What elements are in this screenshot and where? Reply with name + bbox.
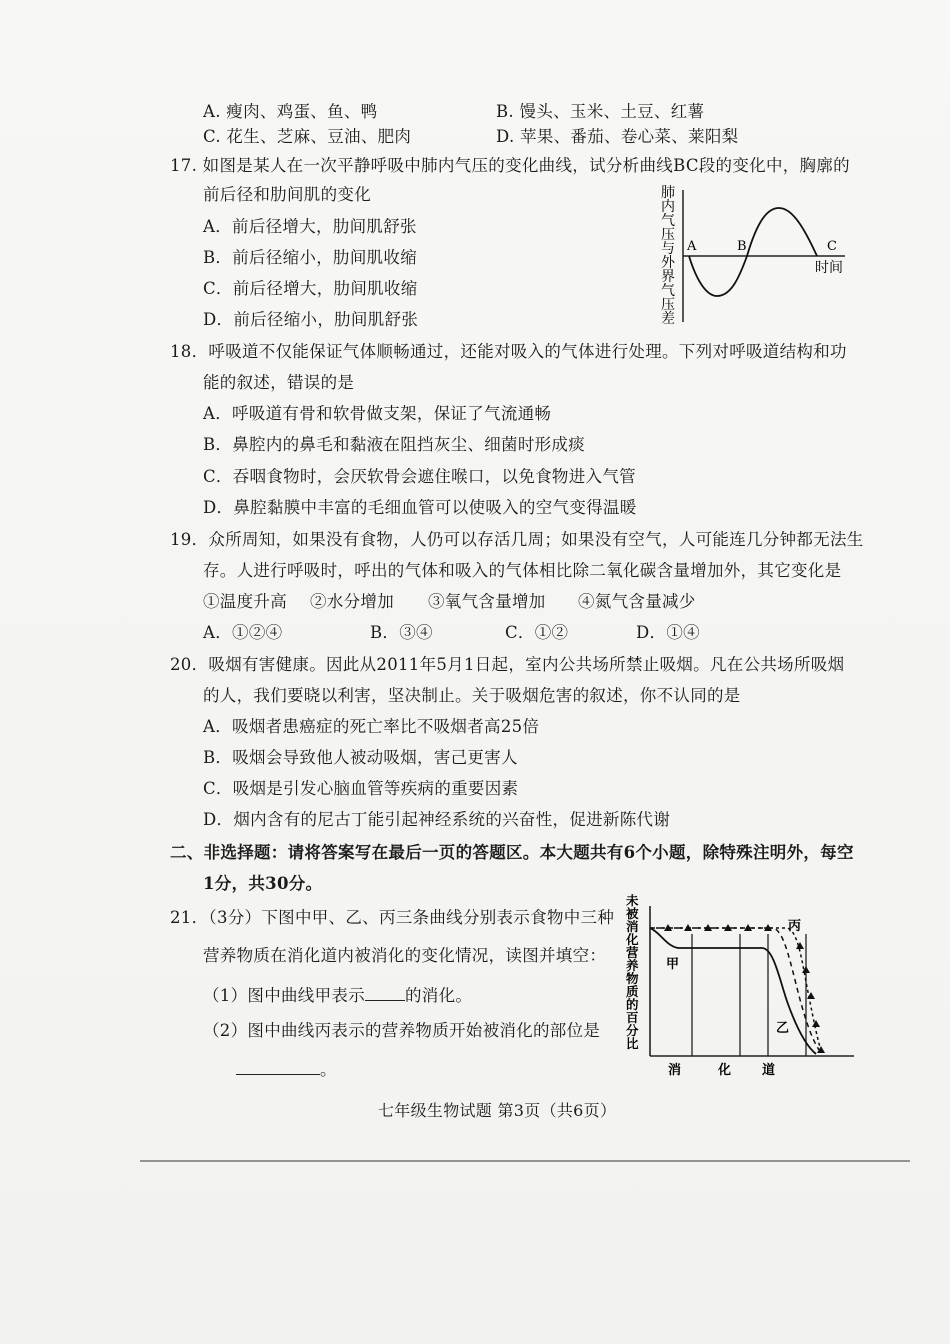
q17-y-label-char: 肺 xyxy=(661,185,675,201)
q17-option-c: C．前后径增大，肋间肌收缩 xyxy=(203,279,418,298)
q17-point-c: C xyxy=(827,239,837,254)
q21-y-label-char: 营 xyxy=(626,945,639,960)
q21-sub2-end: 。 xyxy=(320,1060,337,1079)
q17-stem-line2: 前后径和肋间肌的变化 xyxy=(203,185,371,204)
q21-y-label-char: 化 xyxy=(626,932,639,947)
q21-x-label-char: 消 xyxy=(668,1063,682,1078)
q19-stem-line2: 存。人进行呼吸时，呼出的气体和吸入的气体相比除二氧化碳含量增加外，其它变化是 xyxy=(203,561,842,580)
q17-y-label xyxy=(661,184,676,327)
q16-option-a: A. 瘦肉、鸡蛋、鱼、鸭 xyxy=(203,102,378,121)
q17-y-label-char: 界 xyxy=(661,269,675,285)
q21-y-label-char: 被 xyxy=(626,906,639,921)
q20-stem-line1: 20．吸烟有害健康。因此从2011年5月1日起，室内公共场所禁止吸烟。凡在公共场所吸烟 xyxy=(170,655,845,674)
q21-y-label-char: 养 xyxy=(626,958,639,973)
q21-y-label-char: 未 xyxy=(626,893,639,908)
q17-y-label-char: 压 xyxy=(661,297,675,313)
q21-label-jia: 甲 xyxy=(666,957,680,972)
q21-x-label-char: 道 xyxy=(762,1063,776,1078)
q17-y-label-char: 气 xyxy=(661,283,675,299)
q17-pressure-figure xyxy=(655,182,855,332)
q21-answer-blank-1[interactable] xyxy=(365,984,405,1001)
q21-y-label-char: 百 xyxy=(626,1010,639,1025)
q17-pressure-curve xyxy=(689,208,817,296)
q17-y-label-char: 气 xyxy=(661,213,675,229)
q20-option-d: D．烟内含有的尼古丁能引起神经系统的兴奋性，促进新陈代谢 xyxy=(203,810,671,829)
q20-option-c: C．吸烟是引发心脑血管等疾病的重要因素 xyxy=(203,779,519,798)
q18-option-a: A．呼吸道有骨和软骨做支架，保证了气流通畅 xyxy=(203,404,552,423)
q21-x-label-char: 化 xyxy=(718,1063,732,1078)
q18-option-b: B．鼻腔内的鼻毛和黏液在阻挡灰尘、细菌时形成痰 xyxy=(203,435,586,454)
q17-y-label-char: 与 xyxy=(661,241,675,257)
q20-option-a: A．吸烟者患癌症的死亡率比不吸烟者高25倍 xyxy=(203,717,540,736)
q18-stem-line1: 18．呼吸道不仅能保证气体顺畅通过，还能对吸入的气体进行处理。下列对呼吸道结构和功 xyxy=(170,342,847,361)
q19-option-c: C．①② xyxy=(505,623,569,642)
q21-sub1 xyxy=(203,984,472,1006)
section2-heading-line2: 1分，共30分。 xyxy=(203,874,323,893)
q21-label-bing: 丙 xyxy=(788,919,802,934)
q21-digestion-figure xyxy=(622,892,862,1082)
q17-point-b: B xyxy=(737,239,747,254)
q20-option-b: B．吸烟会导致他人被动吸烟，害己更害人 xyxy=(203,748,518,767)
q21-label-yi: 乙 xyxy=(776,1021,790,1036)
q18-option-d: D．鼻腔黏膜中丰富的毛细血管可以使吸入的空气变得温暖 xyxy=(203,498,637,517)
q19-stem-line1: 19．众所周知，如果没有食物，人仍可以存活几周；如果没有空气，人可能连几分钟都无法生 xyxy=(170,530,864,549)
q21-y-label-char: 分 xyxy=(626,1023,639,1038)
q19-item-4: ④氮气含量减少 xyxy=(578,592,696,611)
q16-option-d: D. 苹果、番茄、卷心菜、莱阳梨 xyxy=(496,127,739,146)
page-footer: 七年级生物试题 第3页（共6页） xyxy=(378,1101,617,1120)
q17-y-label-char: 差 xyxy=(661,311,675,327)
q21-triangle-marker xyxy=(807,992,815,999)
q21-sub1-after: 的消化。 xyxy=(405,986,473,1005)
q17-point-a: A xyxy=(687,239,697,254)
q21-stem-line2: 营养物质在消化道内被消化的变化情况，读图并填空： xyxy=(203,946,607,965)
q17-stem-line1: 17. 如图是某人在一次平静呼吸中肺内气压的变化曲线，试分析曲线BC段的变化中，胸廓的 xyxy=(170,156,850,175)
q16-option-b: B. 馒头、玉米、土豆、红薯 xyxy=(496,102,705,121)
q21-y-label-char: 质 xyxy=(626,984,639,999)
q17-x-label: 时间 xyxy=(815,260,843,276)
q17-y-label-char: 内 xyxy=(661,199,675,215)
q21-sub2-answer-line xyxy=(236,1058,337,1080)
q21-y-label xyxy=(625,893,639,1051)
q20-stem-line2: 的人，我们要晓以利害，坚决制止。关于吸烟危害的叙述，你不认同的是 xyxy=(203,686,741,705)
q21-curve-jia xyxy=(650,928,816,1054)
q19-item-1: ①温度升高 xyxy=(203,592,287,611)
q18-stem-line2: 能的叙述，错误的是 xyxy=(203,373,355,392)
q21-answer-blank-2[interactable] xyxy=(236,1058,320,1075)
q19-item-2: ②水分增加 xyxy=(310,592,394,611)
q21-y-label-char: 比 xyxy=(626,1036,639,1051)
q21-sub1-before: （1）图中曲线甲表示 xyxy=(203,986,365,1005)
scan-edge-line xyxy=(140,1160,910,1162)
q21-sub2: （2）图中曲线丙表示的营养物质开始被消化的部位是 xyxy=(203,1021,601,1040)
q19-item-3: ③氧气含量增加 xyxy=(428,592,546,611)
q17-option-b: B．前后径缩小，肋间肌收缩 xyxy=(203,248,418,267)
q17-y-label-char: 压 xyxy=(661,227,675,243)
q17-option-a: A．前后径增大，肋间肌舒张 xyxy=(203,217,417,236)
q18-option-c: C．吞咽食物时，会厌软骨会遮住喉口，以免食物进入气管 xyxy=(203,467,636,486)
q17-option-d: D．前后径缩小，肋间肌舒张 xyxy=(203,310,419,329)
q21-y-label-char: 物 xyxy=(626,971,639,986)
q19-option-a: A．①②④ xyxy=(203,623,283,642)
q21-stem-line1: 21．（3分）下图中甲、乙、丙三条曲线分别表示食物中三种 xyxy=(170,908,615,927)
section2-heading-line1: 二、非选择题：请将答案写在最后一页的答题区。本大题共有6个小题，除特殊注明外，每空 xyxy=(170,843,854,862)
q16-option-c: C. 花生、芝麻、豆油、肥肉 xyxy=(203,127,412,146)
q21-y-label-char: 消 xyxy=(626,919,639,934)
q19-option-d: D．①④ xyxy=(636,623,700,642)
q21-y-label-char: 的 xyxy=(626,997,639,1012)
q17-y-label-char: 外 xyxy=(661,255,675,271)
q19-option-b: B．③④ xyxy=(370,623,433,642)
